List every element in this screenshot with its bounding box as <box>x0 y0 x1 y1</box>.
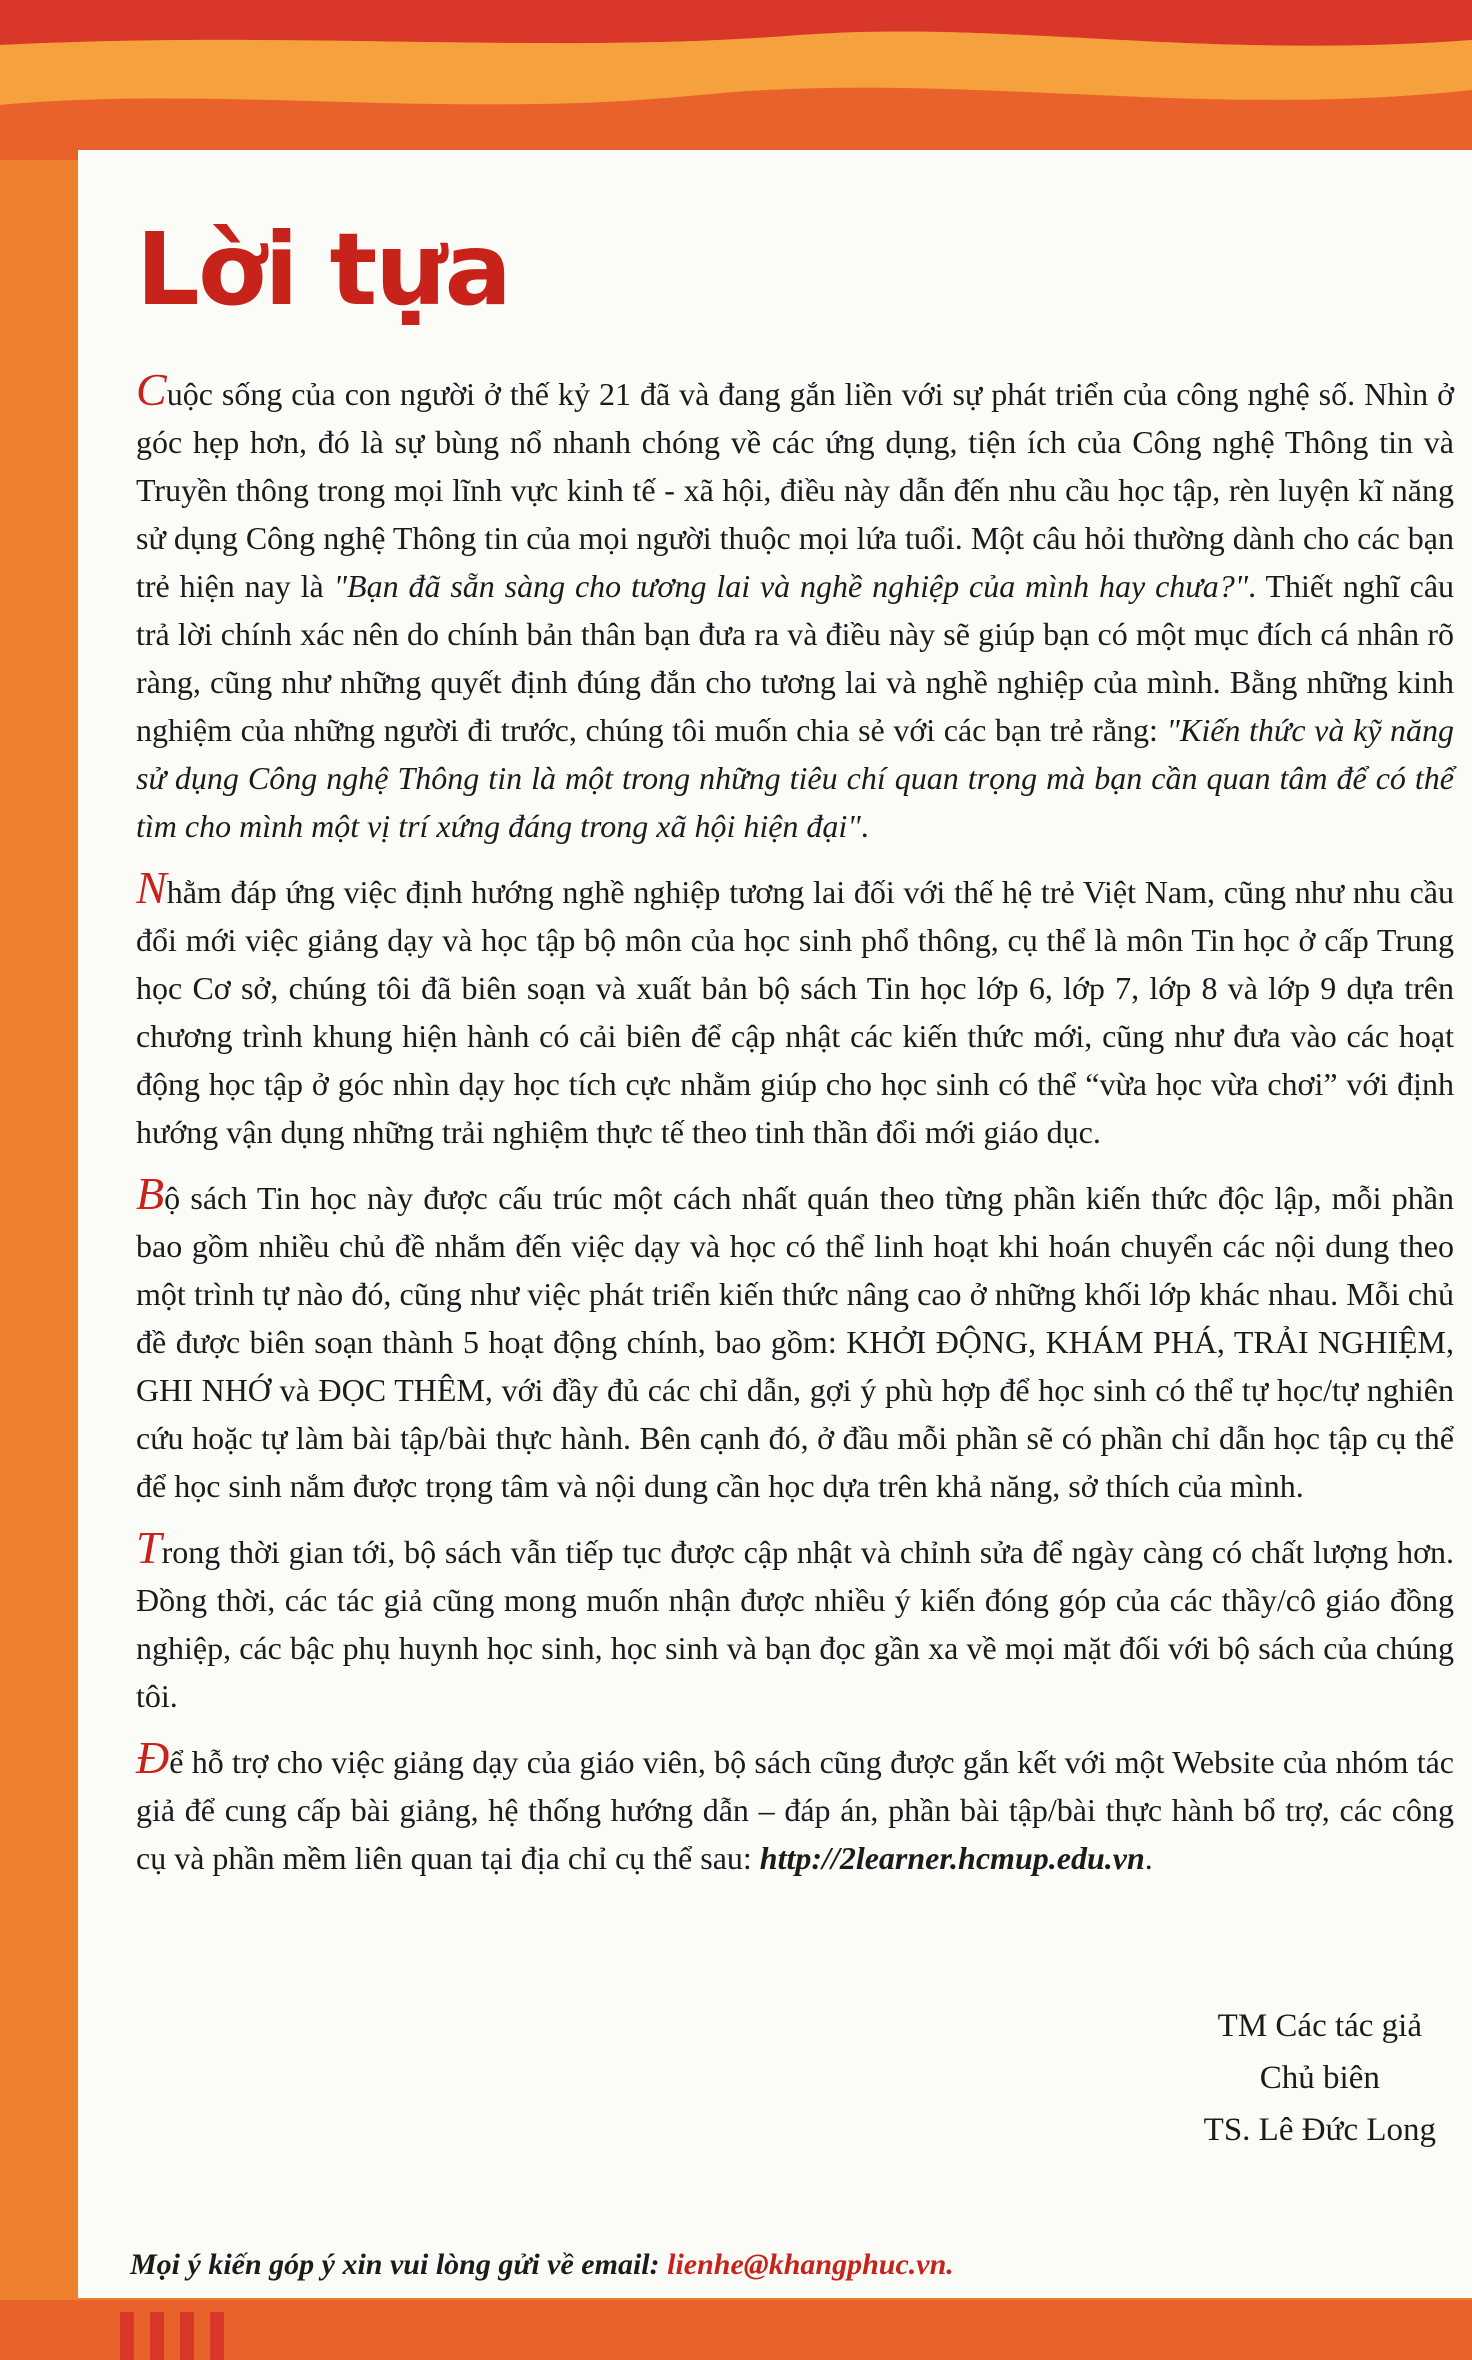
signature-role: TM Các tác giả <box>1217 2008 1422 2044</box>
text-segment: rong thời gian tới, bộ sách vẫn tiếp tục được cập nhật và chỉnh sửa để ngày càng có chất lượng hơn. Đồng thời, các tác giả cũng mong muốn nhận được nhiều ý kiến đóng góp của các thầy/cô giáo đồng nghiệp, các bậc phụ huynh học sinh, học sinh và bạn đọc gần xa về mọi mặt đối với bộ sách của chúng tôi. <box>136 1534 1454 1714</box>
preface-body <box>136 366 1454 1896</box>
paragraph-2 <box>136 864 1454 1156</box>
drop-cap: C <box>136 364 167 415</box>
signature-block <box>1204 2000 1436 2156</box>
text-segment: hằm đáp ứng việc định hướng nghề nghiệp tương lai đối với thế hệ trẻ Việt Nam, cũng như nhu cầu đổi mới việc giảng dạy và học tập bộ môn của học sinh phổ thông, cụ thể là môn Tin học ở cấp Trung học Cơ sở, chúng tôi đã biên soạn và xuất bản bộ sách Tin học lớp 6, lớp 7, lớp 8 và lớp 9 dựa trên chương trình khung hiện hành có cải biên để cập nhật các kiến thức mới, cũng như đưa vào các hoạt động học tập ở góc nhìn dạy học tích cực nhằm giúp cho học sinh có thể “vừa học vừa chơi” với định hướng vận dụng những trải nghiệm thực tế theo tinh thần đổi mới giáo dục. <box>136 874 1454 1150</box>
paragraph-3 <box>136 1170 1454 1510</box>
text-segment: . <box>860 808 869 844</box>
paragraph-5 <box>136 1734 1454 1882</box>
contact-text: Mọi ý kiến góp ý xin vui lòng gửi về email: <box>130 2248 668 2281</box>
drop-cap: Đ <box>136 1732 170 1783</box>
text-segment: . Thiết nghĩ câu trả lời chính xác nên do chính bản thân bạn đưa ra và điều này sẽ giúp bạn có một mục đích cá nhân rõ ràng, cũng như những quyết định đúng đắn cho tương lai và nghề nghiệp của mình. Bằng những kinh nghiệm của những người đi trước, chúng tôi muốn chia sẻ với các bạn trẻ rằng: <box>136 568 1455 748</box>
page-title: Lời tựa <box>136 211 510 328</box>
document-page <box>78 150 1472 2298</box>
signature-name: TS. Lê Đức Long <box>1203 2112 1436 2148</box>
text-segment: uộc sống của con người ở thế kỷ 21 đã và đang gắn liền với sự phát triển của công nghệ số. Nhìn ở góc hẹp hơn, đó là sự bùng nổ nhanh chóng về các ứng dụng, tiện ích của Công nghệ Thông tin và Truyền thông trong mọi lĩnh vực kinh tế - xã hội, điều này dẫn đến nhu cầu học tập, rèn luyện kĩ năng sử dụng Công nghệ Thông tin của mọi người thuộc mọi lứa tuổi. Một câu hỏi thường dành cho các bạn trẻ hiện nay là <box>136 376 1454 604</box>
text-segment: ộ sách Tin học này được cấu trúc một cách nhất quán theo từng phần kiến thức độc lập, mỗi phần bao gồm nhiều chủ đề nhắm đến việc dạy và học có thể linh hoạt khi hoán chuyển các nội dung theo một trình tự nào đó, cũng như việc phát triển kiến thức nâng cao ở những khối lớp khác nhau. Mỗi chủ đề được biên soạn thành 5 hoạt động chính, bao gồm: KHỞI ĐỘNG, KHÁM PHÁ, TRẢI NGHIỆM, GHI NHỚ và ĐỌC THÊM, với đầy đủ các chỉ dẫn, gợi ý phù hợp để học sinh có thể tự học/tự nghiên cứu hoặc tự làm bài tập/bài thực hành. Bên cạnh đó, ở đầu mỗi phần sẽ có phần chỉ dẫn học tập cụ thể để học sinh nắm được trọng tâm và nội dung cần học dựa trên khả năng, sở thích của mình. <box>136 1180 1454 1504</box>
drop-cap: N <box>136 862 167 913</box>
drop-cap: T <box>136 1522 162 1573</box>
paragraph-4 <box>136 1524 1454 1720</box>
text-segment: ể hỗ trợ cho việc giảng dạy của giáo viên, bộ sách cũng được gắn kết với một Website của nhóm tác giả để cung cấp bài giảng, hệ thống hướng dẫn – đáp án, phần bài tập/bài thực hành bổ trợ, các công cụ và phần mềm liên quan tại địa chỉ cụ thể sau: <box>136 1744 1454 1876</box>
text-segment: . <box>1144 1840 1153 1876</box>
quote-segment: "Kiến thức và kỹ năng sử dụng Công nghệ Thông tin là một trong những tiêu chí quan trọng mà bạn cần quan tâm để có thể tìm cho mình một vị trí xứng đáng trong xã hội hiện đại" <box>136 712 1455 844</box>
website-link[interactable]: http://2learner.hcmup.edu.vn <box>759 1840 1145 1876</box>
signature-title: Chủ biên <box>1259 2060 1380 2096</box>
quote-segment: "Bạn đã sẵn sàng cho tương lai và nghề nghiệp của mình hay chưa?" <box>333 568 1249 604</box>
paragraph-1 <box>136 366 1454 850</box>
contact-email-link[interactable]: lienhe@khangphuc.vn. <box>667 2248 954 2281</box>
drop-cap: B <box>136 1168 165 1219</box>
contact-note <box>130 2248 954 2282</box>
